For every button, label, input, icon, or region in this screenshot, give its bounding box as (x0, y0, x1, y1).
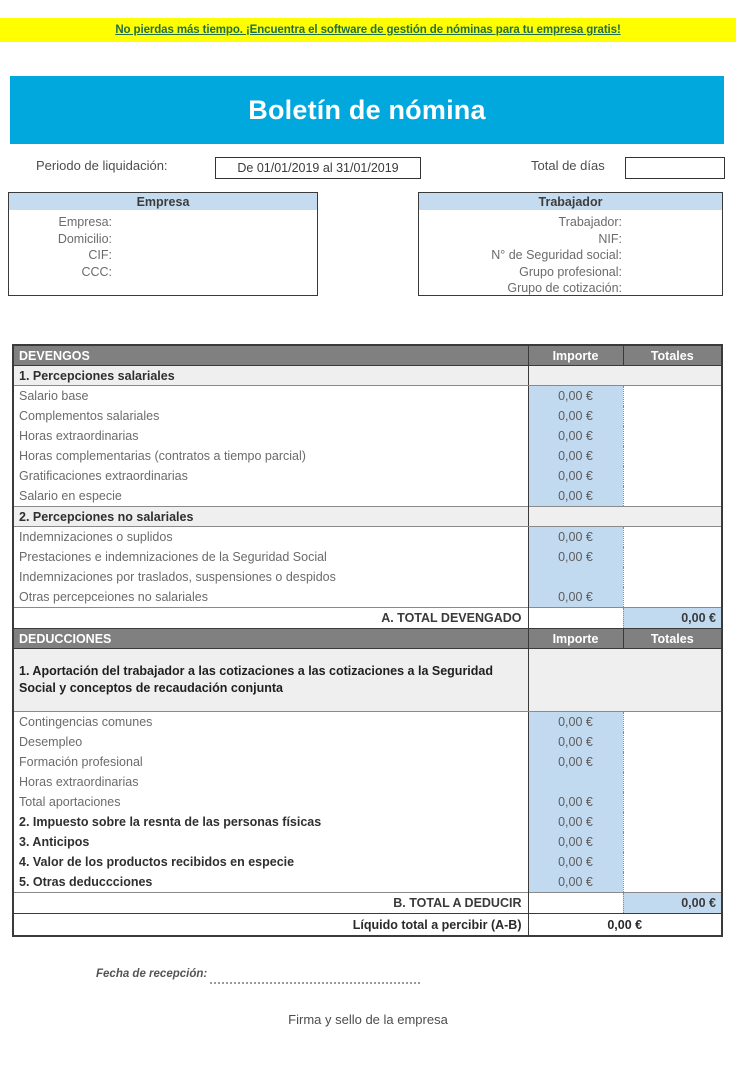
row-totales[interactable] (623, 872, 722, 893)
row-label: 5. Otras deduccciones (19, 875, 153, 889)
row-importe[interactable]: 0,00 € (528, 466, 623, 486)
row-importe[interactable]: 0,00 € (528, 812, 623, 832)
row-importe[interactable]: 0,00 € (528, 852, 623, 872)
devengos-group-2-importe (528, 507, 623, 527)
total-devengado-row (13, 608, 722, 629)
trabajador-field-grupo-profesional: Grupo profesional: (519, 264, 622, 279)
trabajador-info-box (418, 192, 723, 296)
row-totales[interactable] (623, 567, 722, 587)
devengos-group-2-label: 2. Percepciones no salariales (13, 507, 528, 527)
trabajador-field-grupo-cotizacion: Grupo de cotización: (507, 281, 622, 295)
table-row (13, 832, 722, 852)
empresa-fields (9, 211, 317, 280)
trabajador-field-nif: NIF: (598, 231, 622, 246)
table-row (13, 527, 722, 548)
row-importe[interactable]: 0,00 € (528, 792, 623, 812)
row-totales[interactable] (623, 772, 722, 792)
trabajador-field-nombre: Trabajador: (558, 215, 622, 229)
devengos-header-importe: Importe (528, 345, 623, 366)
row-label: Complementos salariales (19, 409, 160, 423)
row-totales[interactable] (623, 792, 722, 812)
row-label: 2. Impuesto sobre la resnta de las personas físicas (19, 815, 322, 829)
document-title-bar (10, 76, 724, 144)
table-row (13, 712, 722, 733)
row-label: Salario base (19, 389, 89, 403)
table-row (13, 792, 722, 812)
devengos-header-row (13, 345, 722, 366)
period-value-field[interactable]: De 01/01/2019 al 31/01/2019 (215, 157, 421, 179)
row-label: Salario en especie (19, 489, 122, 503)
liquidation-period-row (0, 157, 736, 179)
row-importe[interactable]: 0,00 € (528, 486, 623, 507)
row-label: Total aportaciones (19, 795, 121, 809)
devengos-group-1-totales (623, 366, 722, 386)
row-importe[interactable]: 0,00 € (528, 832, 623, 852)
row-importe[interactable]: 0,00 € (528, 446, 623, 466)
row-importe[interactable]: 0,00 € (528, 752, 623, 772)
table-row (13, 732, 722, 752)
liquido-total-label: Líquido total a percibir (A-B) (13, 914, 528, 937)
deducciones-group-1-importe (528, 649, 623, 712)
trabajador-fields (419, 211, 722, 297)
row-importe[interactable]: 0,00 € (528, 547, 623, 567)
devengos-group-1-row (13, 366, 722, 386)
row-totales[interactable] (623, 712, 722, 733)
total-deducir-row (13, 893, 722, 914)
reception-date-line[interactable] (210, 982, 420, 984)
deducciones-header-totales: Totales (623, 629, 722, 649)
deducciones-group-1-row (13, 649, 722, 712)
row-totales[interactable] (623, 386, 722, 407)
row-totales[interactable] (623, 587, 722, 608)
row-totales[interactable] (623, 732, 722, 752)
deducciones-header-row (13, 629, 722, 649)
empresa-field-cif: CIF: (88, 248, 112, 262)
table-row (13, 852, 722, 872)
deducciones-header-label: DEDUCCIONES (13, 629, 528, 649)
row-totales[interactable] (623, 527, 722, 548)
row-label: Prestaciones e indemnizaciones de la Seguridad Social (19, 550, 327, 564)
row-totales[interactable] (623, 812, 722, 832)
total-deducir-importe (528, 893, 623, 914)
total-deducir-label: B. TOTAL A DEDUCIR (13, 893, 528, 914)
table-row (13, 752, 722, 772)
row-importe[interactable]: 0,00 € (528, 386, 623, 407)
empresa-info-box (8, 192, 318, 296)
period-label: Periodo de liquidación: (36, 158, 168, 173)
row-importe[interactable] (528, 567, 623, 587)
trabajador-box-title: Trabajador (419, 193, 722, 211)
table-row (13, 406, 722, 426)
table-row (13, 386, 722, 407)
table-row (13, 772, 722, 792)
devengos-group-2-row (13, 507, 722, 527)
row-label: Otras percepceiones no salariales (19, 590, 208, 604)
deducciones-group-1-totales (623, 649, 722, 712)
row-importe[interactable]: 0,00 € (528, 732, 623, 752)
devengos-header-label: DEVENGOS (13, 345, 528, 366)
row-label: Formación profesional (19, 755, 143, 769)
deducciones-header-importe: Importe (528, 629, 623, 649)
page-title: Boletín de nómina (248, 94, 486, 125)
devengos-group-2-totales (623, 507, 722, 527)
empresa-field-empresa: Empresa: (58, 215, 112, 229)
row-importe[interactable]: 0,00 € (528, 527, 623, 548)
devengos-group-1-label: 1. Percepciones salariales (13, 366, 528, 386)
total-devengado-label: A. TOTAL DEVENGADO (13, 608, 528, 629)
row-label: Contingencias comunes (19, 715, 153, 729)
devengos-group-1-importe (528, 366, 623, 386)
row-importe[interactable] (528, 772, 623, 792)
row-totales[interactable] (623, 486, 722, 507)
row-label: Desempleo (19, 735, 83, 749)
row-totales[interactable] (623, 426, 722, 446)
empresa-field-ccc: CCC: (81, 264, 112, 279)
table-row (13, 812, 722, 832)
table-row (13, 486, 722, 507)
signature-label: Firma y sello de la empresa (288, 1012, 448, 1027)
table-row (13, 872, 722, 893)
row-importe[interactable]: 0,00 € (528, 712, 623, 733)
row-totales[interactable] (623, 446, 722, 466)
table-row (13, 567, 722, 587)
total-devengado-totales: 0,00 € (623, 608, 722, 629)
row-totales[interactable] (623, 547, 722, 567)
reception-date-label: Fecha de recepción: (96, 968, 208, 980)
row-importe[interactable]: 0,00 € (528, 406, 623, 426)
table-row (13, 547, 722, 567)
empresa-box-title: Empresa (9, 193, 317, 211)
row-importe[interactable]: 0,00 € (528, 872, 623, 893)
total-days-label: Total de días (531, 158, 605, 173)
deducciones-group-1-label: 1. Aportación del trabajador a las cotizaciones a las cotizaciones a la Seguridad Social y conceptos de recaudación conjunta (13, 649, 528, 712)
promo-banner (0, 18, 736, 42)
row-totales[interactable] (623, 406, 722, 426)
row-label: Horas complementarias (contratos a tiempo parcial) (19, 449, 306, 463)
row-totales[interactable] (623, 466, 722, 486)
row-importe[interactable]: 0,00 € (528, 587, 623, 608)
row-label: 3. Anticipos (19, 835, 90, 849)
liquido-total-row (13, 914, 722, 937)
table-row (13, 426, 722, 446)
total-deducir-totales: 0,00 € (623, 893, 722, 914)
row-totales[interactable] (623, 852, 722, 872)
row-label: Gratificaciones extraordinarias (19, 469, 188, 483)
row-totales[interactable] (623, 832, 722, 852)
table-row (13, 466, 722, 486)
devengos-header-totales: Totales (623, 345, 722, 366)
row-label: Horas extraordinarias (19, 429, 139, 443)
row-importe[interactable]: 0,00 € (528, 426, 623, 446)
trabajador-field-seguridad-social: N° de Seguridad social: (491, 248, 622, 262)
table-row (13, 446, 722, 466)
row-label: Indemnizaciones por traslados, suspensiones o despidos (19, 570, 336, 584)
total-devengado-importe (528, 608, 623, 629)
promo-banner-link[interactable]: No pierdas más tiempo. ¡Encuentra el software de gestión de nóminas para tu empresa gratis! (115, 24, 621, 36)
table-row (13, 587, 722, 608)
row-label: 4. Valor de los productos recibidos en especie (19, 855, 295, 869)
liquido-total-value: 0,00 € (528, 914, 722, 937)
row-totales[interactable] (623, 752, 722, 772)
row-label: Horas extraordinarias (19, 775, 139, 789)
payroll-table (12, 344, 723, 937)
row-label: Indemnizaciones o suplidos (19, 530, 173, 544)
total-days-input[interactable] (625, 157, 725, 179)
empresa-field-domicilio: Domicilio: (57, 231, 112, 246)
